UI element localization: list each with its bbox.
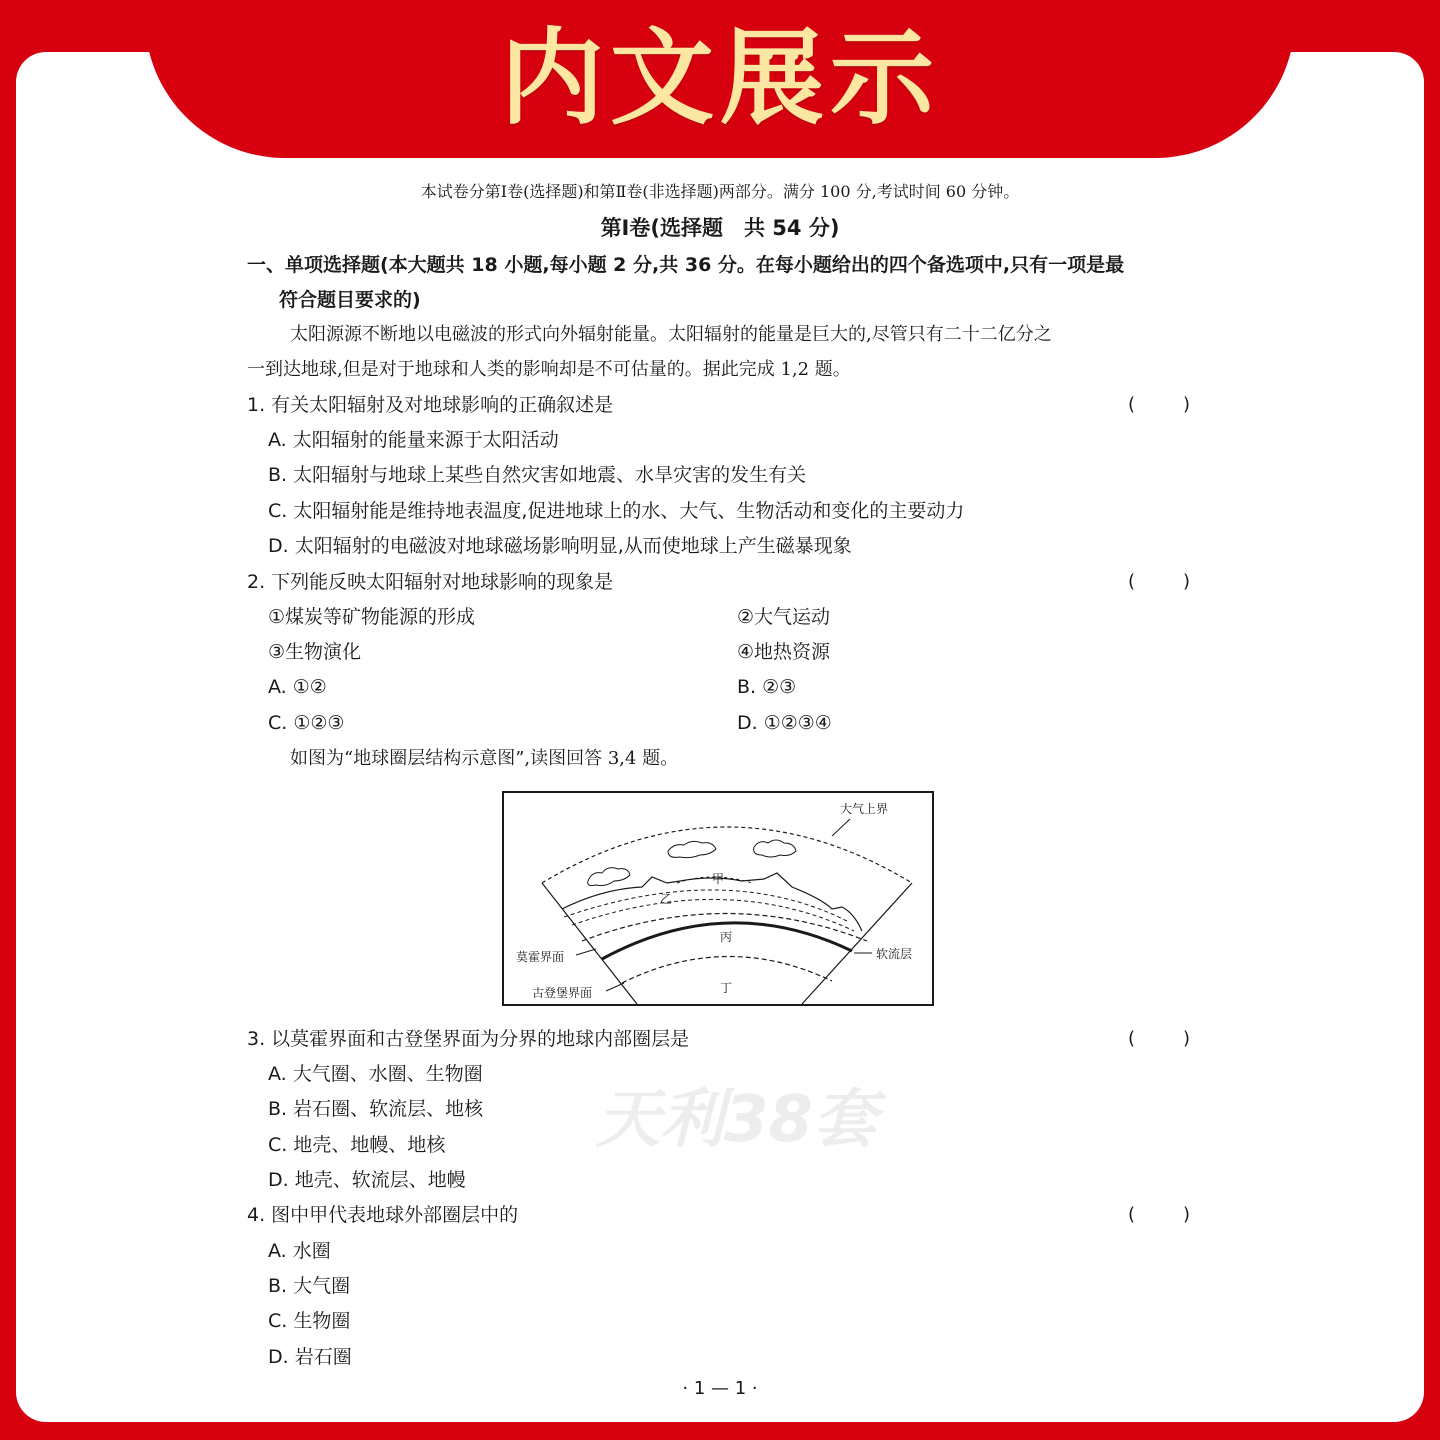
q3-answer-blank xyxy=(1128,1024,1190,1054)
q2-stem: 2. 下列能反映太阳辐射对地球影响的现象是 xyxy=(247,571,614,593)
q2-option-a: A. ①② xyxy=(268,676,327,698)
page-number: · 1 — 1 · xyxy=(682,1378,758,1399)
label-atmosphere-top: 大气上界 xyxy=(840,802,889,816)
section-title: 第Ⅰ卷(选择题 共 54 分) xyxy=(600,216,840,240)
q2-item-1: ①煤炭等矿物能源的形成 xyxy=(268,606,476,628)
banner xyxy=(145,0,1295,158)
passage1-line2: 一到达地球,但是对于地球和人类的影响却是不可估量的。据此完成 1,2 题。 xyxy=(247,359,851,380)
q2-answer-blank xyxy=(1128,567,1190,597)
q4-stem: 4. 图中甲代表地球外部圈层中的 xyxy=(247,1204,519,1226)
paren-close: ) xyxy=(1182,571,1190,592)
paren-close: ) xyxy=(1182,394,1190,415)
label-jia: 甲 xyxy=(712,872,725,886)
q2-option-d: D. ①②③④ xyxy=(737,712,832,734)
q3-option-b: B. 岩石圈、软流层、地核 xyxy=(268,1098,484,1120)
label-yi: 乙 xyxy=(660,892,673,906)
label-asthenosphere: 软流层 xyxy=(876,947,913,961)
q4-answer-blank xyxy=(1128,1200,1190,1230)
label-gutenberg: 古登堡界面 xyxy=(532,986,593,1000)
q2-item-4: ④地热资源 xyxy=(737,641,831,663)
figure-frame xyxy=(503,792,933,1005)
q4-option-d: D. 岩石圈 xyxy=(268,1346,352,1368)
paren-close: ) xyxy=(1182,1028,1190,1049)
q2-option-c: C. ①②③ xyxy=(268,712,345,734)
banner-title: 内文展示 xyxy=(499,17,940,139)
q2-option-b: B. ②③ xyxy=(737,676,797,698)
part-heading-line1: 一、单项选择题(本大题共 18 小题,每小题 2 分,共 36 分。在每小题给出的四个备选项中,只有一项是最 xyxy=(247,254,1125,276)
q4-option-a: A. 水圈 xyxy=(268,1240,331,1262)
earth-layers-figure xyxy=(502,791,934,1006)
part-heading-line2: 符合题目要求的) xyxy=(279,289,421,311)
exam-intro: 本试卷分第Ⅰ卷(选择题)和第Ⅱ卷(非选择题)两部分。满分 100 分,考试时间 60 分钟。 xyxy=(420,182,1020,201)
q2-item-3: ③生物演化 xyxy=(268,641,362,663)
label-moho: 莫霍界面 xyxy=(516,950,565,964)
passage1-line1: 太阳源源不断地以电磁波的形式向外辐射能量。太阳辐射的能量是巨大的,尽管只有二十二亿分之 xyxy=(290,324,1052,345)
paren-close: ) xyxy=(1182,1204,1190,1225)
label-ding: 丁 xyxy=(720,981,733,995)
q1-option-c: C. 太阳辐射能是维持地表温度,促进地球上的水、大气、生物活动和变化的主要动力 xyxy=(268,500,965,522)
passage2: 如图为“地球圈层结构示意图”,读图回答 3,4 题。 xyxy=(290,748,679,769)
q3-option-a: A. 大气圈、水圈、生物圈 xyxy=(268,1063,483,1085)
q1-stem: 1. 有关太阳辐射及对地球影响的正确叙述是 xyxy=(247,394,614,416)
watermark: 天利38套 xyxy=(596,1083,878,1157)
q3-stem: 3. 以莫霍界面和古登堡界面为分界的地球内部圈层是 xyxy=(247,1028,690,1050)
paren-open: ( xyxy=(1128,571,1136,592)
q1-option-b: B. 太阳辐射与地球上某些自然灾害如地震、水旱灾害的发生有关 xyxy=(268,464,807,486)
q1-option-d: D. 太阳辐射的电磁波对地球磁场影响明显,从而使地球上产生磁暴现象 xyxy=(268,535,852,557)
q1-answer-blank xyxy=(1128,390,1190,420)
q3-option-d: D. 地壳、软流层、地幔 xyxy=(268,1169,466,1191)
q1-option-a: A. 太阳辐射的能量来源于太阳活动 xyxy=(268,429,559,451)
paren-open: ( xyxy=(1128,1028,1136,1049)
label-bing: 丙 xyxy=(720,930,733,944)
paren-open: ( xyxy=(1128,1204,1136,1225)
q2-item-2: ②大气运动 xyxy=(737,606,831,628)
q3-option-c: C. 地壳、地幔、地核 xyxy=(268,1134,446,1156)
q4-option-c: C. 生物圈 xyxy=(268,1310,351,1332)
q4-option-b: B. 大气圈 xyxy=(268,1275,351,1297)
paren-open: ( xyxy=(1128,394,1136,415)
